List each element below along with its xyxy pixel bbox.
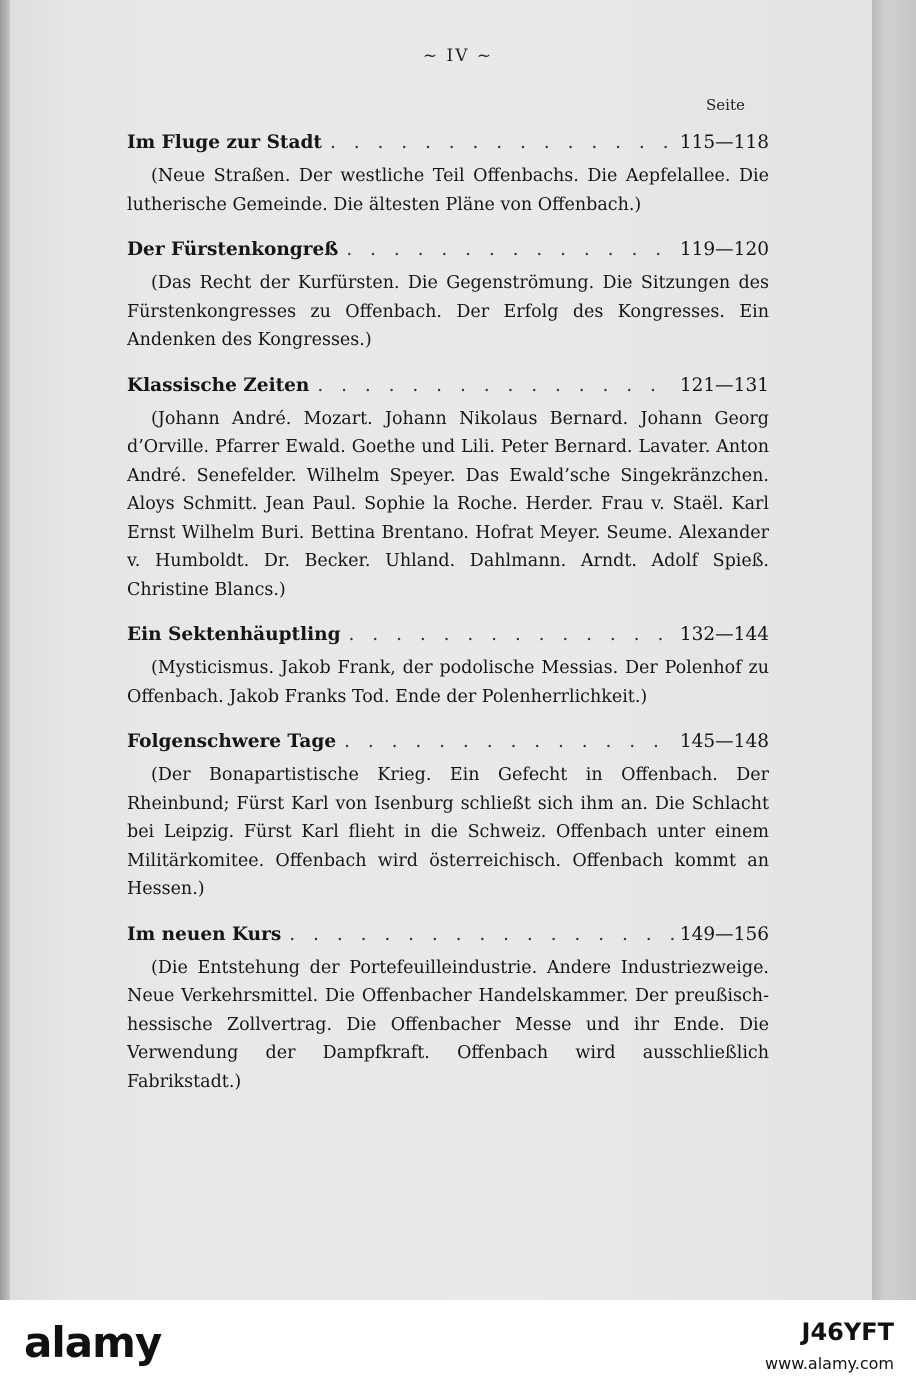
toc-entry-heading	[127, 233, 769, 267]
toc-entry-title: Ein Sektenhäuptling	[127, 624, 341, 645]
toc-entry-description: (Der Bonapartistische Krieg. Ein Gefecht in Offenbach. Der Rheinbund; Fürst Karl von Isenburg schließt sich ihm an. Die Schlacht bei Leipzig. Fürst Karl flieht in die Schweiz. Offenbach unter einem Militärkomitee. Offenbach wird österreichisch. Offenbach kommt an Hessen.)	[127, 765, 769, 899]
toc-entry-pages: 132—144	[679, 624, 769, 645]
toc-entry-heading	[127, 725, 769, 759]
toc-entry-description: (Das Recht der Kurfürsten. Die Gegenströmung. Die Sitzungen des Fürstenkongresses zu Offenbach. Der Erfolg des Kongresses. Ein Andenken des Kongresses.)	[127, 273, 769, 350]
toc-entry-heading	[127, 369, 769, 403]
toc-entry-description: (Neue Straßen. Der westliche Teil Offenbachs. Die Aepfelallee. Die lutherische Gemeinde. Die ältesten Pläne von Offenbach.)	[127, 166, 769, 215]
toc-entry	[127, 233, 769, 355]
toc-entry	[127, 126, 769, 219]
toc-entry-title: Folgenschwere Tage	[127, 731, 337, 752]
leader-dots	[346, 233, 674, 267]
toc-entry-description: (Mysticismus. Jakob Frank, der podolische Messias. Der Polenhof zu Offenbach. Jakob Franks Tod. Ende der Polenherrlichkeit.)	[127, 658, 769, 707]
toc-entry	[127, 918, 769, 1097]
leader-dots	[330, 126, 674, 160]
toc-entry-heading	[127, 618, 769, 652]
toc-entry	[127, 725, 769, 904]
watermark-url: www.alamy.com	[765, 1354, 894, 1373]
page-edge	[872, 0, 916, 1300]
toc-entry-pages: 121—131	[679, 374, 769, 396]
toc-entry-title: Der Fürstenkongreß	[127, 239, 339, 260]
toc-entry-title: Im Fluge zur Stadt	[127, 132, 322, 153]
watermark-image-id: J46YFT	[801, 1318, 894, 1346]
toc-entry-description: (Johann André. Mozart. Johann Nikolaus Bernard. Johann Georg d’Orville. Pfarrer Ewald. Goethe und Lili. Peter Bernard. Lavater. Anton André. Senefelder. Wilhelm Speyer. Das Ewald’sche Singekränzchen. Aloys Schmitt. Jean Paul. Sophie la Roche. Herder. Frau v. Staël. Karl Ernst Wilhelm Buri. Bettina Brentano. Hofrat Meyer. Seume. Alexander v. Humboldt. Dr. Becker. Uhland. Dahlmann. Arndt. Adolf Spieß. Christine Blancs.)	[127, 408, 769, 600]
toc-entry-heading	[127, 918, 769, 952]
toc-entry-pages: 115—118	[679, 132, 769, 153]
column-header-seite: Seite	[706, 96, 745, 114]
leader-dots	[317, 369, 674, 403]
page-folio: ~ IV ~	[422, 46, 494, 66]
toc-entry	[127, 618, 769, 711]
toc-entry	[127, 369, 769, 605]
leader-dots	[289, 918, 674, 952]
watermark-logo: alamy	[24, 1318, 162, 1367]
leader-dots	[349, 618, 674, 652]
toc-entry-pages: 149—156	[679, 923, 769, 945]
leader-dots	[344, 725, 674, 759]
toc-entry-pages: 119—120	[679, 239, 769, 260]
toc-entry-title: Im neuen Kurs	[127, 923, 282, 945]
toc-entry-title: Klassische Zeiten	[127, 374, 310, 396]
toc-entry-description: (Die Entstehung der Portefeuilleindustrie. Andere Industriezweige. Neue Verkehrsmittel. Die Offenbacher Handelskammer. Der preußisch-hessische Zollvertrag. Die Offenbacher Messe und ihr Ende. Die Verwendung der Dampfkraft. Offenbach wird ausschließlich Fabrikstadt.)	[127, 957, 769, 1092]
toc-entry-heading	[127, 126, 769, 160]
toc-entry-pages: 145—148	[679, 731, 769, 752]
table-of-contents	[127, 126, 769, 1110]
